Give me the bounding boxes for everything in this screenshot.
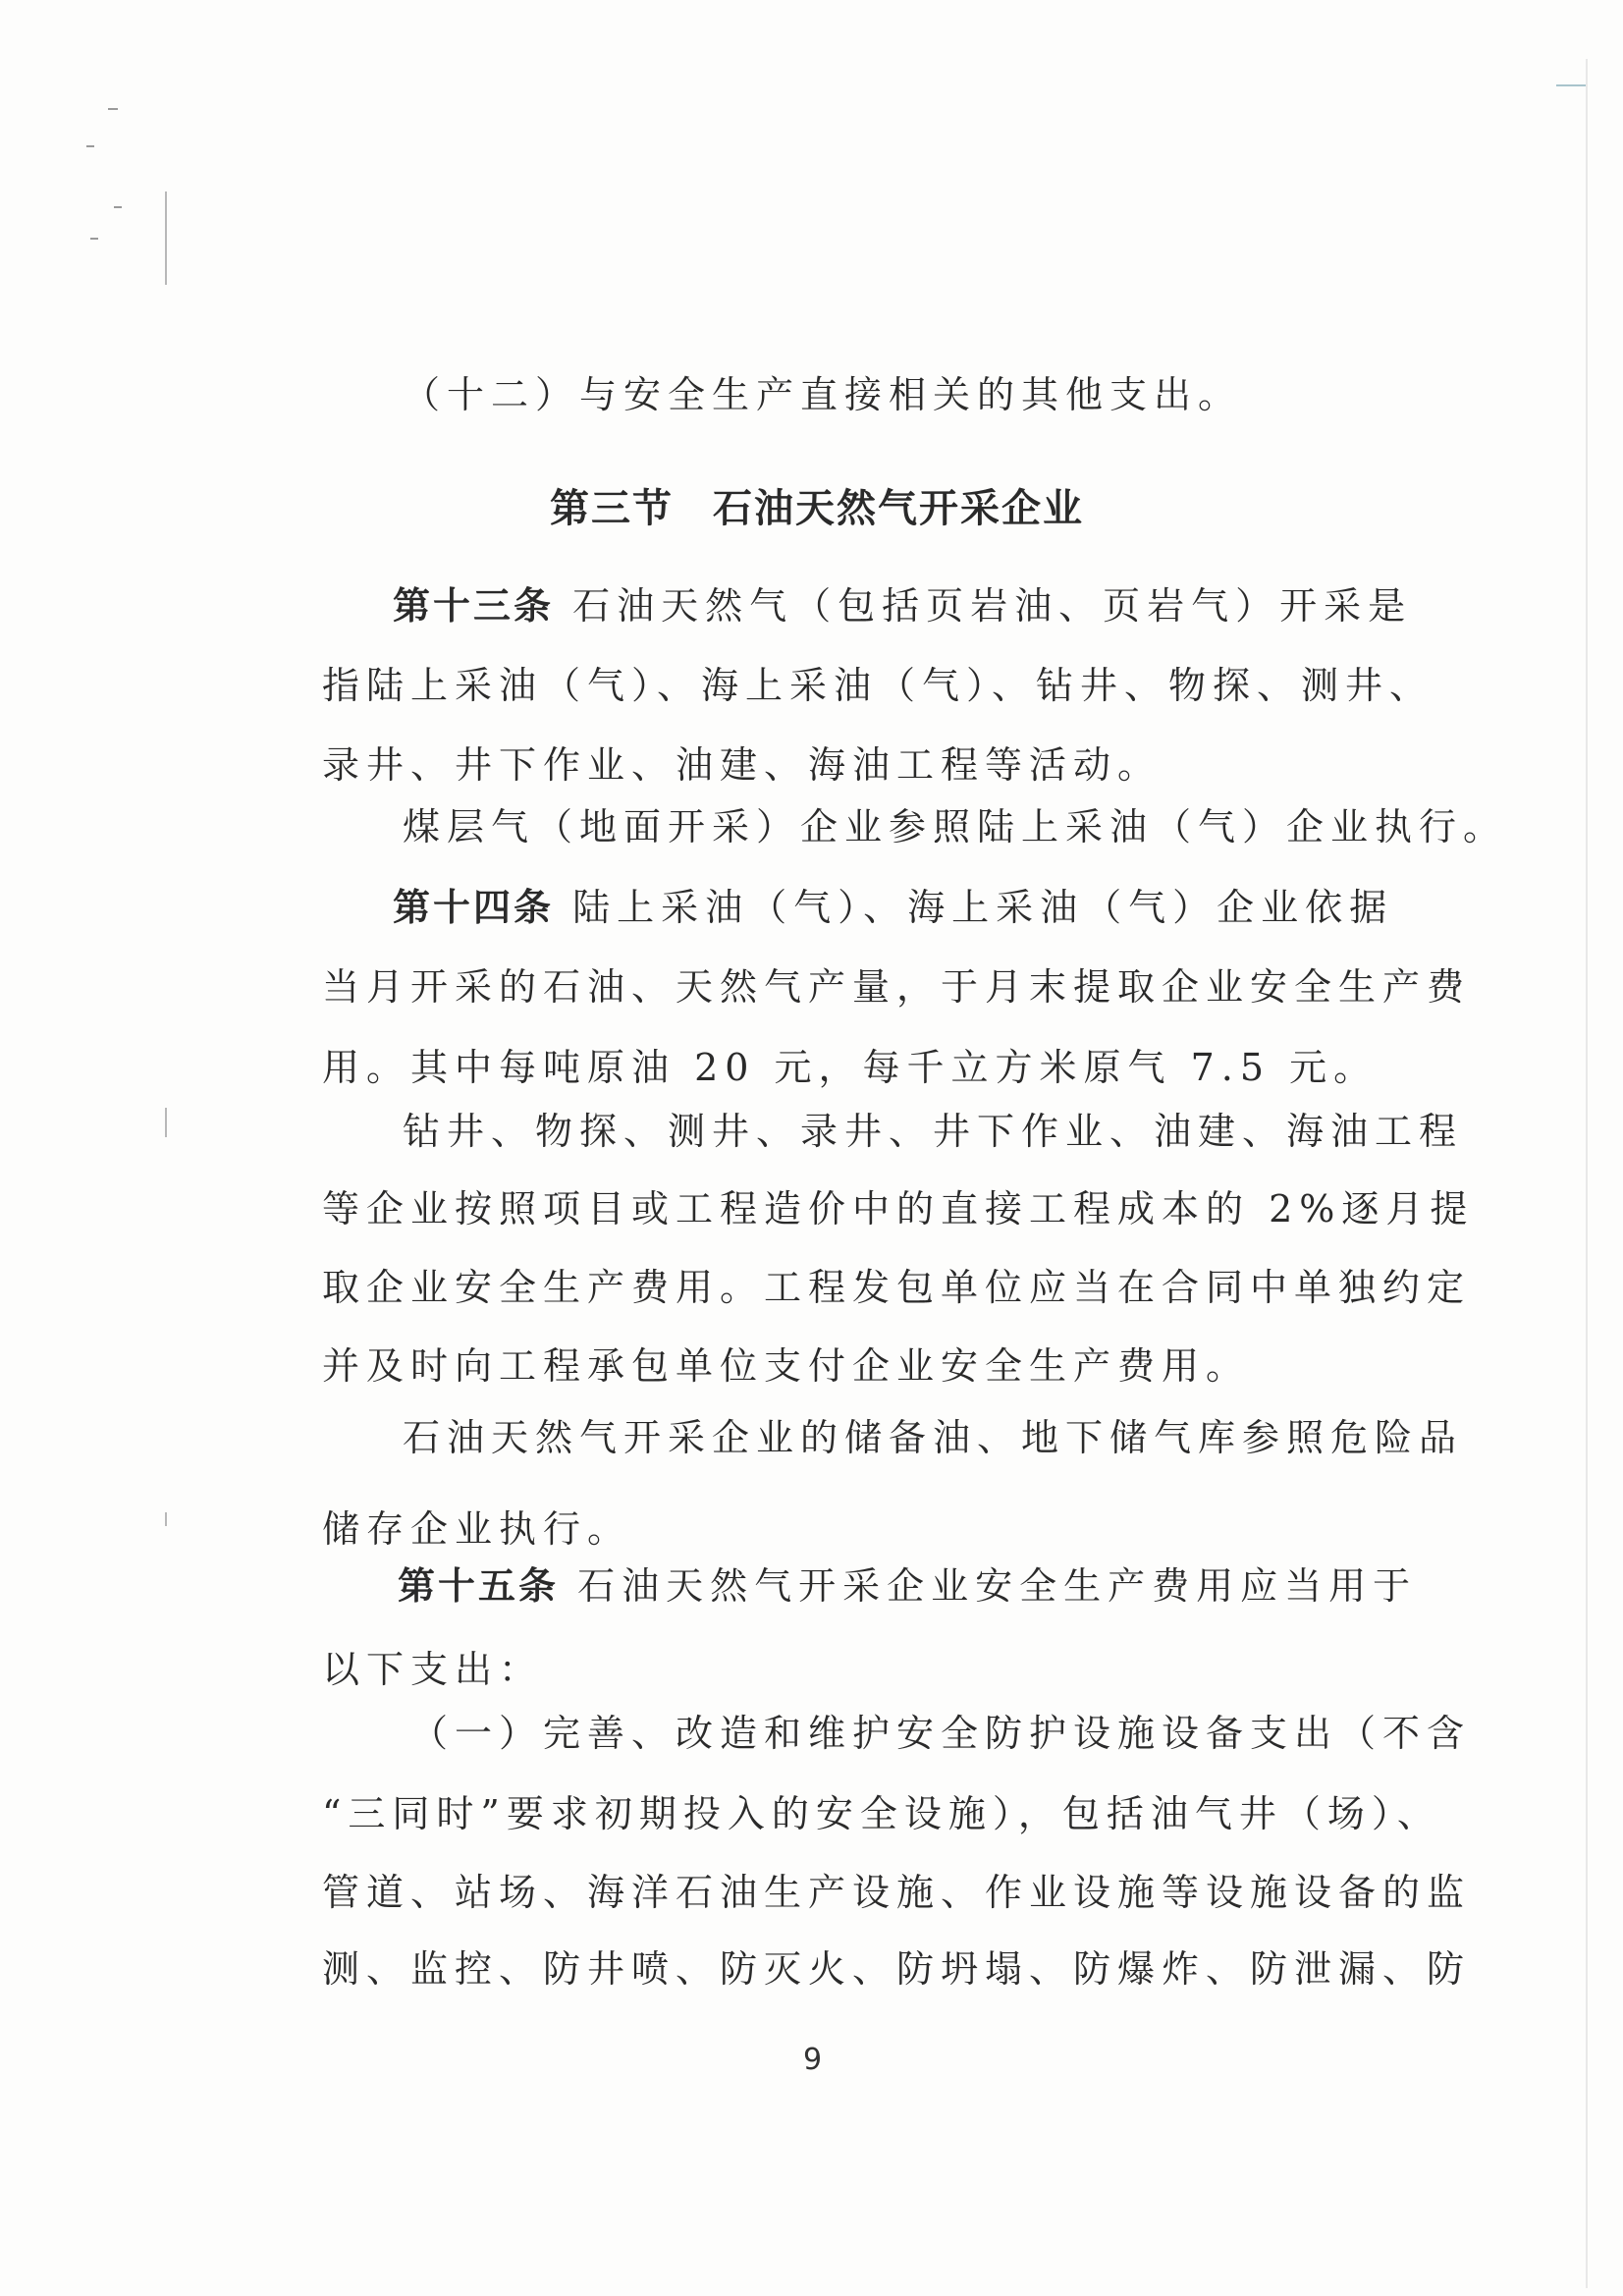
article-14-line: 等企业按照项目或工程造价中的直接工程成本的 2%逐月提 xyxy=(322,1187,1475,1230)
article-13-label: 第十三条 xyxy=(393,584,555,628)
article-13-line: 煤层气（地面开采）企业参照陆上采油（气）企业执行。 xyxy=(403,805,1508,848)
scan-mark xyxy=(165,1512,167,1526)
scan-mark xyxy=(114,206,122,208)
scan-mark xyxy=(90,238,98,240)
scan-mark xyxy=(86,145,94,147)
article-13-line: 指陆上采油（气）、海上采油（气）、钻井、物探、测井、 xyxy=(322,664,1434,707)
article-14-line: 储存企业执行。 xyxy=(322,1507,632,1551)
item-12-line: （十二）与安全生产直接相关的其他支出。 xyxy=(403,373,1243,416)
article-14-line: 钻井、物探、测井、录井、井下作业、油建、海油工程 xyxy=(403,1110,1464,1153)
article-13-text: 石油天然气（包括页岩油、页岩气）开采是 xyxy=(572,584,1413,628)
article-14-label: 第十四条 xyxy=(393,886,555,929)
article-14-text: 陆上采油（气）、海上采油（气）企业依据 xyxy=(572,886,1394,929)
article-14-line: 取企业安全生产费用。工程发包单位应当在合同中单独约定 xyxy=(322,1266,1472,1309)
article-15-line: （一）完善、改造和维护安全防护设施设备支出（不含 xyxy=(410,1712,1472,1755)
article-15-line: 测、监控、防井喷、防灭火、防坍塌、防爆炸、防泄漏、防 xyxy=(322,1947,1472,1991)
article-14-line: 用。其中每吨原油 20 元，每千立方米原气 7.5 元。 xyxy=(322,1046,1379,1089)
scan-edge-line xyxy=(1586,59,1588,2288)
article-15-line: “三同时”要求初期投入的安全设施），包括油气井（场）、 xyxy=(322,1792,1441,1835)
article-14-line: 并及时向工程承包单位支付企业安全生产费用。 xyxy=(322,1344,1251,1388)
scan-mark xyxy=(165,191,167,285)
section-title: 石油天然气开采企业 xyxy=(713,486,1084,531)
scan-mark xyxy=(165,1108,167,1137)
article-13-first-line xyxy=(393,584,1413,628)
article-14-line: 石油天然气开采企业的储备油、地下储气库参照危险品 xyxy=(403,1416,1464,1459)
article-15-label: 第十五条 xyxy=(398,1564,560,1608)
scan-mark xyxy=(108,108,118,110)
article-14-line: 当月开采的石油、天然气产量，于月末提取企业安全生产费 xyxy=(322,965,1472,1009)
section-label: 第三节 xyxy=(550,486,674,531)
article-13-line: 录井、井下作业、油建、海油工程等活动。 xyxy=(322,743,1163,787)
article-15-line: 管道、站场、海洋石油生产设施、作业设施等设施设备的监 xyxy=(322,1871,1472,1914)
article-15-line: 以下支出： xyxy=(322,1648,544,1691)
article-14-first-line xyxy=(393,886,1394,929)
section-heading xyxy=(550,477,1084,533)
article-15-first-line xyxy=(398,1564,1418,1608)
page-number: 9 xyxy=(803,2043,823,2077)
scan-mark xyxy=(1556,84,1586,86)
article-15-text: 石油天然气开采企业安全生产费用应当用于 xyxy=(577,1564,1418,1608)
